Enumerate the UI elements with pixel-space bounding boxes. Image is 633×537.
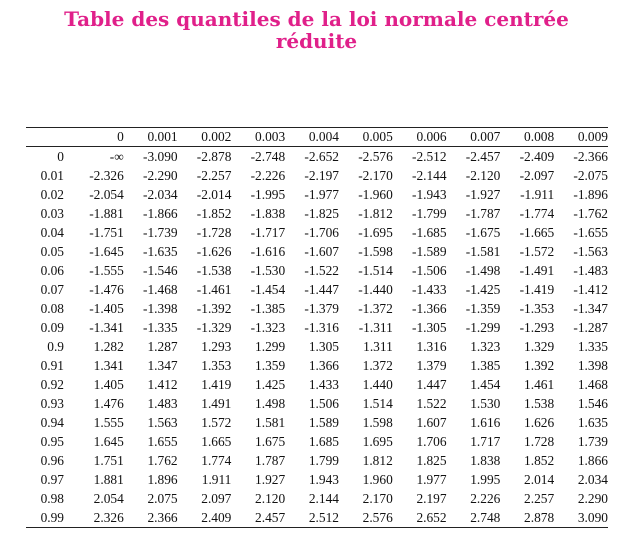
table-row xyxy=(26,356,608,375)
table-cell: -1.522 xyxy=(304,263,339,278)
table-cell: -1.717 xyxy=(250,225,286,240)
table-cell: 1.398 xyxy=(577,358,608,373)
table-cell: 1.751 xyxy=(93,453,124,468)
table-corner xyxy=(26,128,70,147)
table-cell: 1.546 xyxy=(577,396,608,411)
table-cell: 1.353 xyxy=(201,358,232,373)
table-cell: 1.635 xyxy=(577,415,608,430)
table-cell: -1.960 xyxy=(358,187,393,202)
table-cell: 1.498 xyxy=(255,396,286,411)
table-cell: 2.075 xyxy=(147,491,178,506)
table-cell: 1.675 xyxy=(255,434,286,449)
column-header: 0.003 xyxy=(255,129,286,144)
table-cell: 2.097 xyxy=(201,491,232,506)
row-header: 0.04 xyxy=(40,225,64,240)
table-cell: 1.530 xyxy=(470,396,501,411)
table-row xyxy=(26,280,608,299)
table-row xyxy=(26,432,608,451)
table-cell: 2.457 xyxy=(255,510,286,525)
table-cell: -1.685 xyxy=(411,225,447,240)
table-cell: 2.120 xyxy=(255,491,286,506)
column-header: 0.005 xyxy=(362,129,393,144)
table-cell: 1.311 xyxy=(363,339,393,354)
table-cell: 1.685 xyxy=(308,434,339,449)
table-cell: -1.311 xyxy=(358,320,393,335)
table-row xyxy=(26,375,608,394)
table-cell: -1.379 xyxy=(304,301,339,316)
table-cell: -1.366 xyxy=(411,301,447,316)
table-row xyxy=(26,299,608,318)
table-cell: 2.054 xyxy=(93,491,124,506)
table-cell: -1.287 xyxy=(573,320,608,335)
row-header: 0.9 xyxy=(47,339,64,354)
table-cell: 2.366 xyxy=(147,510,178,525)
table-row xyxy=(26,223,608,242)
table-cell: -1.616 xyxy=(250,244,286,259)
table-cell: -1.454 xyxy=(250,282,286,297)
column-header: 0.008 xyxy=(524,129,555,144)
table-cell: -2.457 xyxy=(465,149,501,164)
table-cell: -1.706 xyxy=(304,225,339,240)
table-cell: -1.293 xyxy=(519,320,555,335)
table-cell: 1.347 xyxy=(147,358,178,373)
table-cell: -1.316 xyxy=(304,320,339,335)
table-cell: 1.483 xyxy=(147,396,178,411)
table-cell: -2.144 xyxy=(411,168,447,183)
table-cell: -2.512 xyxy=(411,149,447,164)
row-header: 0 xyxy=(57,149,64,164)
table-cell: -2.197 xyxy=(304,168,339,183)
table-cell: 1.581 xyxy=(255,415,286,430)
table-cell: 1.392 xyxy=(524,358,555,373)
table-cell: -1.635 xyxy=(143,244,178,259)
table-cell: 1.825 xyxy=(416,453,447,468)
table-row xyxy=(26,470,608,489)
table-cell: 2.290 xyxy=(577,491,608,506)
title-line-2: réduite xyxy=(275,29,358,53)
table-row xyxy=(26,413,608,432)
table-cell: -1.514 xyxy=(358,263,393,278)
table-cell: -1.425 xyxy=(465,282,501,297)
table-cell: 1.717 xyxy=(470,434,501,449)
table-cell: -1.598 xyxy=(358,244,393,259)
row-header: 0.92 xyxy=(40,377,64,392)
table-cell: 1.695 xyxy=(362,434,393,449)
table-cell: -1.675 xyxy=(465,225,501,240)
table-cell: -1.405 xyxy=(89,301,124,316)
table-cell: -1.852 xyxy=(196,206,232,221)
table-cell: 1.995 xyxy=(470,472,501,487)
table-row xyxy=(26,185,608,204)
table-cell: -1.751 xyxy=(89,225,124,240)
table-cell: -∞ xyxy=(109,149,124,164)
table-row xyxy=(26,204,608,223)
table-body xyxy=(26,147,608,528)
table-cell: -1.589 xyxy=(411,244,447,259)
table-cell: -1.433 xyxy=(411,282,447,297)
table-cell: -1.385 xyxy=(250,301,286,316)
table-cell: -1.555 xyxy=(89,263,124,278)
table-cell: -2.748 xyxy=(250,149,286,164)
table-cell: -1.335 xyxy=(143,320,178,335)
table-row xyxy=(26,242,608,261)
table-cell: -2.409 xyxy=(519,149,555,164)
table-cell: 1.305 xyxy=(308,339,339,354)
table-cell: 1.598 xyxy=(362,415,393,430)
table-cell: 1.461 xyxy=(524,377,555,392)
column-header: 0.001 xyxy=(147,129,178,144)
table-cell: 1.799 xyxy=(308,453,339,468)
table-cell: -1.392 xyxy=(196,301,232,316)
table-cell: 1.522 xyxy=(416,396,447,411)
table-cell: 1.626 xyxy=(524,415,555,430)
table-cell: 1.762 xyxy=(147,453,178,468)
table-cell: 1.323 xyxy=(470,339,501,354)
table-cell: -1.468 xyxy=(143,282,178,297)
table-cell: -1.943 xyxy=(411,187,447,202)
table-cell: -1.572 xyxy=(519,244,555,259)
column-header: 0.006 xyxy=(416,129,447,144)
table-cell: -1.483 xyxy=(573,263,608,278)
table-cell: 1.881 xyxy=(93,472,124,487)
column-header: 0.007 xyxy=(470,129,501,144)
table-cell: -1.881 xyxy=(89,206,124,221)
table-cell: -1.581 xyxy=(465,244,501,259)
table-cell: -1.645 xyxy=(89,244,124,259)
table-cell: 1.977 xyxy=(416,472,447,487)
table-cell: 1.299 xyxy=(255,339,286,354)
table-cell: 1.812 xyxy=(362,453,393,468)
table-row xyxy=(26,508,608,528)
table-row xyxy=(26,166,608,185)
row-header: 0.91 xyxy=(40,358,64,373)
row-header: 0.95 xyxy=(40,434,64,449)
table-cell: 2.748 xyxy=(470,510,501,525)
table-cell: 1.911 xyxy=(201,472,232,487)
table-cell: -1.476 xyxy=(89,282,124,297)
table-cell: 1.316 xyxy=(416,339,447,354)
table-cell: -1.626 xyxy=(196,244,232,259)
table-cell: 1.447 xyxy=(416,377,447,392)
table-cell: -1.665 xyxy=(519,225,555,240)
table-cell: 1.359 xyxy=(255,358,286,373)
table-cell: -1.353 xyxy=(519,301,555,316)
table-cell: -1.563 xyxy=(573,244,608,259)
table-cell: -1.896 xyxy=(573,187,608,202)
table-cell: -1.447 xyxy=(304,282,339,297)
table-cell: -1.299 xyxy=(465,320,501,335)
table-cell: -1.695 xyxy=(358,225,393,240)
row-header: 0.96 xyxy=(40,453,64,468)
table-cell: 1.341 xyxy=(93,358,124,373)
table-cell: -1.440 xyxy=(358,282,393,297)
table-cell: -1.530 xyxy=(250,263,286,278)
table-cell: 1.433 xyxy=(308,377,339,392)
table-cell: 2.226 xyxy=(470,491,501,506)
table-cell: 1.405 xyxy=(93,377,124,392)
table-cell: 1.538 xyxy=(524,396,555,411)
table-cell: 3.090 xyxy=(577,510,608,525)
table-cell: 2.326 xyxy=(93,510,124,525)
quantile-table-container xyxy=(26,127,608,528)
table-cell: 1.282 xyxy=(93,339,124,354)
column-header: 0.009 xyxy=(577,129,608,144)
table-cell: 1.607 xyxy=(416,415,447,430)
table-cell: 1.943 xyxy=(308,472,339,487)
table-cell: 1.372 xyxy=(362,358,393,373)
table-cell: 1.728 xyxy=(524,434,555,449)
table-cell: -1.825 xyxy=(304,206,339,221)
row-header: 0.09 xyxy=(40,320,64,335)
table-cell: -2.014 xyxy=(196,187,232,202)
table-cell: -1.412 xyxy=(573,282,608,297)
table-cell: 1.329 xyxy=(524,339,555,354)
row-header: 0.99 xyxy=(40,510,64,525)
table-cell: -1.838 xyxy=(250,206,286,221)
table-cell: 1.468 xyxy=(577,377,608,392)
table-cell: -1.762 xyxy=(573,206,608,221)
table-cell: 1.645 xyxy=(93,434,124,449)
table-cell: 1.335 xyxy=(577,339,608,354)
row-header: 0.94 xyxy=(40,415,64,430)
table-cell: -1.491 xyxy=(519,263,555,278)
table-cell: 1.774 xyxy=(201,453,232,468)
table-cell: 1.927 xyxy=(255,472,286,487)
table-cell: 1.616 xyxy=(470,415,501,430)
table-cell: -1.739 xyxy=(143,225,178,240)
table-cell: 1.454 xyxy=(470,377,501,392)
table-cell: 1.293 xyxy=(201,339,232,354)
table-cell: -1.506 xyxy=(411,263,447,278)
table-cell: -2.034 xyxy=(143,187,178,202)
row-header: 0.98 xyxy=(40,491,64,506)
column-header: 0.004 xyxy=(308,129,339,144)
row-header: 0.08 xyxy=(40,301,64,316)
table-cell: -1.927 xyxy=(465,187,501,202)
table-cell: -1.799 xyxy=(411,206,447,221)
row-header: 0.05 xyxy=(40,244,64,259)
table-cell: 1.419 xyxy=(201,377,232,392)
table-cell: 2.576 xyxy=(362,510,393,525)
table-cell: 2.257 xyxy=(524,491,555,506)
table-cell: -1.866 xyxy=(143,206,178,221)
table-cell: -1.461 xyxy=(196,282,232,297)
title-line-1: Table des quantiles de la loi normale centrée xyxy=(64,7,569,31)
table-cell: -1.787 xyxy=(465,206,501,221)
table-cell: -1.359 xyxy=(465,301,501,316)
table-cell: -2.226 xyxy=(250,168,286,183)
table-cell: 1.506 xyxy=(308,396,339,411)
table-cell: 1.960 xyxy=(362,472,393,487)
table-cell: -2.290 xyxy=(143,168,178,183)
table-cell: -1.305 xyxy=(411,320,447,335)
table-cell: 1.572 xyxy=(201,415,232,430)
table-cell: 1.896 xyxy=(147,472,178,487)
table-row xyxy=(26,394,608,413)
table-cell: -1.372 xyxy=(358,301,393,316)
row-header: 0.97 xyxy=(40,472,64,487)
table-cell: -2.075 xyxy=(573,168,608,183)
row-header: 0.06 xyxy=(40,263,64,278)
table-cell: 2.170 xyxy=(362,491,393,506)
table-cell: -1.398 xyxy=(143,301,178,316)
table-cell: -1.498 xyxy=(465,263,501,278)
table-cell: 1.425 xyxy=(255,377,286,392)
table-cell: -1.419 xyxy=(519,282,555,297)
table-cell: 1.787 xyxy=(255,453,286,468)
table-cell: -1.323 xyxy=(250,320,286,335)
table-cell: 1.665 xyxy=(201,434,232,449)
table-cell: -1.911 xyxy=(520,187,555,202)
quantile-table xyxy=(26,127,608,528)
table-row xyxy=(26,489,608,508)
table-cell: 2.409 xyxy=(201,510,232,525)
table-cell: -2.120 xyxy=(465,168,501,183)
table-row xyxy=(26,147,608,167)
table-cell: 2.878 xyxy=(524,510,555,525)
table-cell: -1.607 xyxy=(304,244,339,259)
table-cell: 1.838 xyxy=(470,453,501,468)
table-cell: -1.329 xyxy=(196,320,232,335)
table-cell: 2.034 xyxy=(577,472,608,487)
table-row xyxy=(26,318,608,337)
table-cell: -1.655 xyxy=(573,225,608,240)
table-cell: 1.440 xyxy=(362,377,393,392)
table-cell: 2.652 xyxy=(416,510,447,525)
table-cell: -2.257 xyxy=(196,168,232,183)
table-cell: -2.326 xyxy=(89,168,124,183)
table-cell: 1.385 xyxy=(470,358,501,373)
table-cell: 1.655 xyxy=(147,434,178,449)
table-cell: -1.341 xyxy=(89,320,124,335)
page-title xyxy=(0,8,633,52)
table-cell: 2.144 xyxy=(308,491,339,506)
table-cell: 2.014 xyxy=(524,472,555,487)
table-cell: 1.287 xyxy=(147,339,178,354)
table-cell: -1.546 xyxy=(143,263,178,278)
table-cell: -1.774 xyxy=(519,206,555,221)
table-cell: 1.706 xyxy=(416,434,447,449)
table-cell: 1.563 xyxy=(147,415,178,430)
column-header: 0 xyxy=(117,129,124,144)
row-header: 0.93 xyxy=(40,396,64,411)
table-cell: -2.097 xyxy=(519,168,555,183)
table-row xyxy=(26,261,608,280)
table-cell: 1.379 xyxy=(416,358,447,373)
table-cell: 1.476 xyxy=(93,396,124,411)
table-cell: -1.977 xyxy=(304,187,339,202)
table-cell: -1.995 xyxy=(250,187,286,202)
table-cell: -2.170 xyxy=(358,168,393,183)
table-cell: 2.512 xyxy=(308,510,339,525)
table-cell: -2.576 xyxy=(358,149,393,164)
table-cell: -2.652 xyxy=(304,149,339,164)
table-cell: 1.514 xyxy=(362,396,393,411)
table-cell: 1.866 xyxy=(577,453,608,468)
table-cell: -3.090 xyxy=(143,149,178,164)
table-cell: -2.366 xyxy=(573,149,608,164)
table-cell: -2.878 xyxy=(196,149,232,164)
table-cell: 1.491 xyxy=(201,396,232,411)
row-header: 0.02 xyxy=(40,187,64,202)
table-cell: -1.538 xyxy=(196,263,232,278)
table-header-row xyxy=(26,128,608,147)
row-header: 0.07 xyxy=(40,282,64,297)
table-cell: 2.197 xyxy=(416,491,447,506)
table-cell: 1.739 xyxy=(577,434,608,449)
column-header: 0.002 xyxy=(201,129,232,144)
table-cell: 1.852 xyxy=(524,453,555,468)
table-row xyxy=(26,451,608,470)
table-row xyxy=(26,337,608,356)
table-cell: -1.812 xyxy=(358,206,393,221)
row-header: 0.03 xyxy=(40,206,64,221)
row-header: 0.01 xyxy=(40,168,64,183)
table-cell: 1.589 xyxy=(308,415,339,430)
table-cell: 1.412 xyxy=(147,377,178,392)
table-cell: 1.555 xyxy=(93,415,124,430)
table-cell: -1.728 xyxy=(196,225,232,240)
table-cell: -1.347 xyxy=(573,301,608,316)
table-cell: 1.366 xyxy=(308,358,339,373)
table-cell: -2.054 xyxy=(89,187,124,202)
